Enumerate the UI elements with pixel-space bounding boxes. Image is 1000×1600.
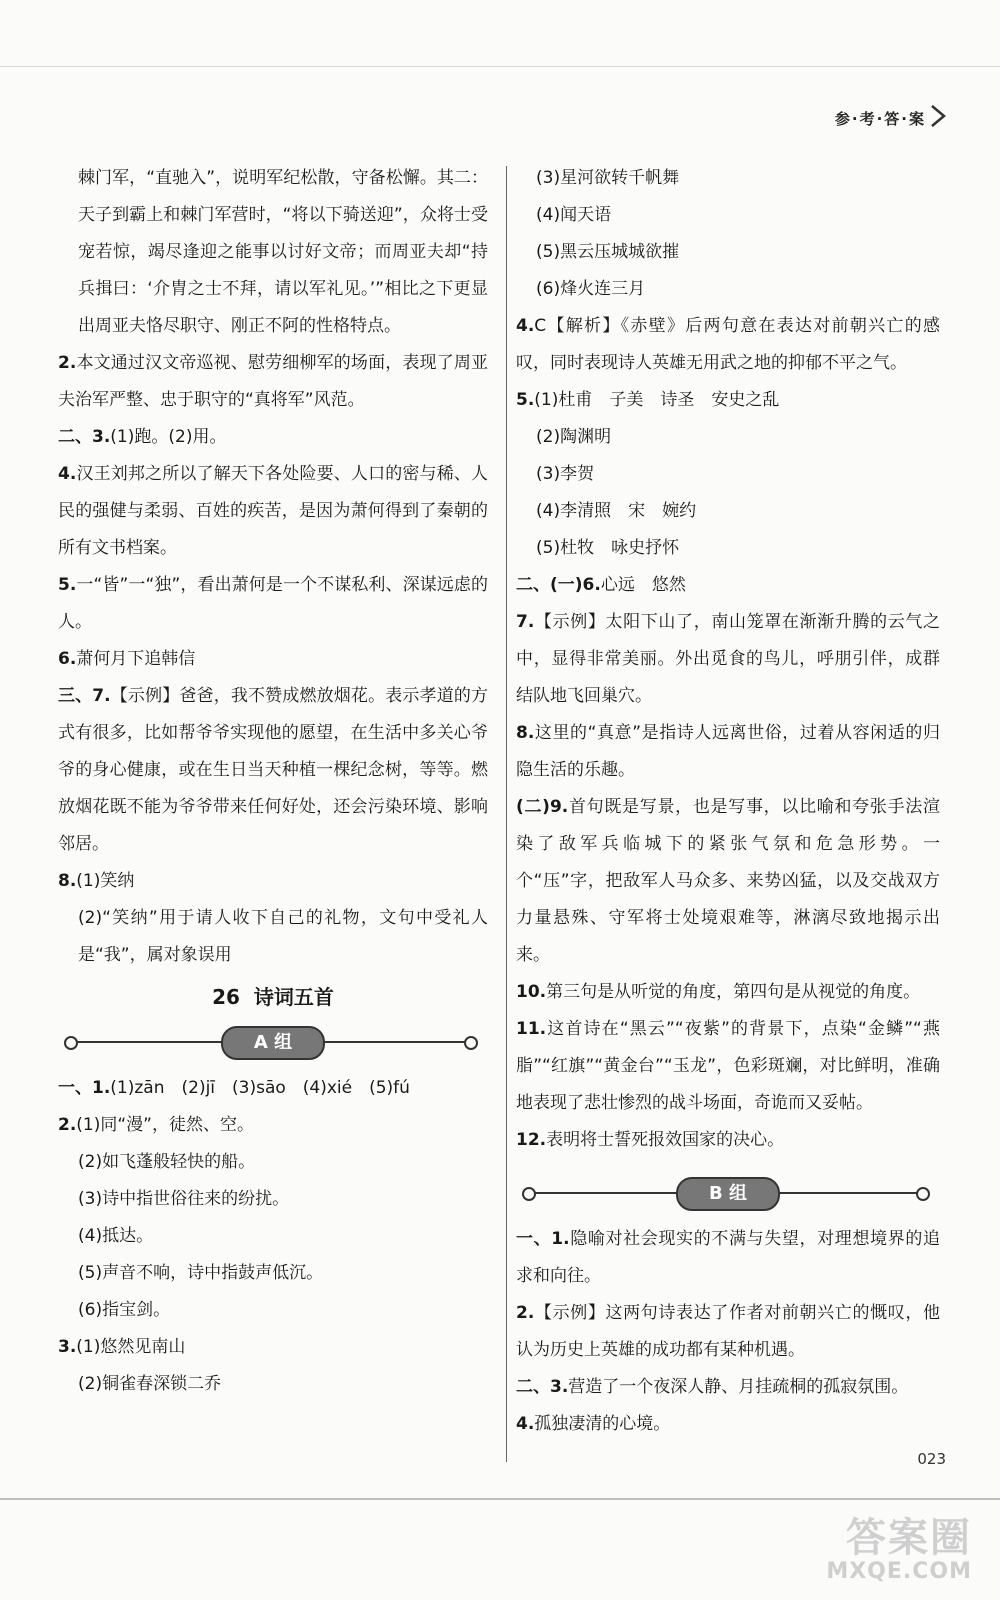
answer-item (516, 604, 940, 715)
answer-text: 汉王刘邦之所以了解天下各处险要、人口的密与稀、人民的强健与柔弱、百姓的疾苦，是因为萧何得到了秦朝的所有文书档案。 (58, 464, 488, 558)
answer-number: 4. (516, 1414, 535, 1434)
answer-number: 5. (58, 575, 77, 595)
answer-item (58, 863, 488, 900)
answer-text: 孤独凄清的心境。 (534, 1414, 671, 1434)
answer-item (516, 1406, 940, 1443)
answer-text: 一“皆”一“独”，看出萧何是一个不谋私利、深谋远虑的人。 (58, 575, 488, 632)
answer-text: 这首诗在“黑云”“夜紫”的背景下，点染“金鳞”“燕脂”“红旗”“黄金台”“玉龙”，色彩斑斓，对比鲜明，准确地表现了悲壮惨烈的战斗场面，奇诡而又妥帖。 (516, 1019, 940, 1113)
answer-number: 4. (58, 464, 77, 484)
answer-continuation: 棘门军，“直驰入”，说明军纪松散，守备松懈。其二：天子到霸上和棘门军营时，“将以下骑送迎”，众将士受宠若惊，竭尽逢迎之能事以讨好文帝；而周亚夫却“持兵揖曰：‘介胄之士不拜，请以军礼见。’”相比之下更显出周亚夫恪尽职守、刚正不阿的性格特点。 (78, 168, 488, 336)
answer-number: 二、3. (516, 1377, 569, 1397)
answer-item (516, 1221, 940, 1295)
group-a-bar (58, 1022, 488, 1062)
watermark-url: MXQE.COM (826, 1559, 972, 1584)
answer-text: 这里的“真意”是指诗人远离世俗，过着从容闲适的归隐生活的乐趣。 (516, 723, 940, 780)
answer-item (516, 789, 940, 974)
answer-subitem: (4)闻天语 (536, 205, 612, 225)
answer-item (58, 456, 488, 567)
answer-text: (1)跑。(2)用。 (110, 427, 227, 447)
answer-text: 第三句是从听觉的角度，第四句是从视觉的角度。 (546, 982, 921, 1002)
answer-text: 首句既是写景，也是写事，以比喻和夸张手法渲染了敌军兵临城下的紧张气氛和危急形势。一个“压”字，把敌军人马众多、来势凶猛，以及交战双方力量悬殊、守军将士处境艰难等，淋漓尽致地揭示出来。 (516, 797, 940, 965)
rule-end-dot (64, 1036, 78, 1050)
answer-item (58, 1329, 488, 1366)
answer-number: 11. (516, 1019, 547, 1039)
answer-number: (二)9. (516, 797, 569, 817)
bottom-rule (0, 1498, 1000, 1500)
rule-end-dot (464, 1036, 478, 1050)
answer-item (516, 1295, 940, 1369)
answer-item (516, 1011, 940, 1122)
answer-text: (1)zān (2)jī (3)sāo (4)xié (5)fú (110, 1078, 410, 1098)
top-rule (0, 66, 1000, 67)
answer-subitem: (2)“笑纳”用于请人收下自己的礼物，文句中受礼人是“我”，属对象误用 (78, 908, 488, 965)
answer-item (58, 345, 488, 419)
answer-number: 二、(一)6. (516, 575, 601, 595)
answer-text: 隐喻对社会现实的不满与失望，对理想境界的追求和向往。 (516, 1229, 941, 1286)
answer-subitem: (6)烽火连三月 (536, 279, 646, 299)
answer-subitem: (4)李清照 宋 婉约 (536, 501, 697, 521)
answer-subitem: (5)杜牧 咏史抒怀 (536, 538, 680, 558)
answer-item (58, 678, 488, 863)
answer-subitem: (6)指宝剑。 (78, 1300, 171, 1320)
answer-number: 三、7. (58, 686, 111, 706)
answer-text: (1)同“漫”，徒然、空。 (76, 1115, 254, 1135)
rule-end-dot (522, 1187, 536, 1201)
answer-text: (1)笑纳 (76, 871, 135, 891)
answer-item (516, 974, 940, 1011)
rule-end-dot (916, 1187, 930, 1201)
answer-text: (1)悠然见南山 (76, 1337, 186, 1357)
chevron-right-icon (928, 104, 948, 128)
answer-item (516, 382, 940, 419)
answer-item (516, 567, 940, 604)
answer-number: 4. (516, 316, 535, 336)
answer-number: 二、3. (58, 427, 111, 447)
answer-number: 8. (58, 871, 77, 891)
answer-item (58, 567, 488, 641)
header-tag: 参·考·答·案 (834, 110, 926, 128)
answer-subitem: (5)黑云压城城欲摧 (536, 242, 680, 262)
answer-text: 【示例】爸爸，我不赞成燃放烟花。表示孝道的方式有很多，比如帮爷爷实现他的愿望，在生活中多关心爷爷的身心健康，或在生日当天种植一棵纪念树，等等。燃放烟花既不能为爷爷带来任何好处，还会污染环境、影响邻居。 (58, 686, 489, 854)
answer-subitem: (3)诗中指世俗往来的纷扰。 (78, 1189, 290, 1209)
column-divider (506, 166, 507, 1462)
answer-number: 一、1. (58, 1078, 111, 1098)
group-b-bar (516, 1173, 940, 1213)
answer-number: 7. (516, 612, 535, 632)
answer-subitem: (4)抵达。 (78, 1226, 154, 1246)
answer-number: 5. (516, 390, 535, 410)
answer-item (58, 1107, 488, 1144)
left-column (58, 160, 488, 1403)
answer-number: 一、1. (516, 1229, 570, 1249)
answer-text: C【解析】《赤壁》后两句意在表达对前朝兴亡的感叹，同时表现诗人英雄无用武之地的抑郁不平之气。 (516, 316, 940, 373)
answer-text: 心远 悠然 (600, 575, 686, 595)
answer-text: 表明将士誓死报效国家的决心。 (546, 1130, 785, 1150)
answer-subitem: (2)如飞蓬般轻快的船。 (78, 1152, 256, 1172)
answer-item (58, 1070, 488, 1107)
group-a-label: A 组 (221, 1026, 325, 1060)
answer-number: 2. (58, 353, 77, 373)
answer-subitem: (2)陶渊明 (536, 427, 612, 447)
answer-number: 3. (58, 1337, 77, 1357)
answer-subitem: (3)星河欲转千帆舞 (536, 168, 680, 188)
section-name: 诗词五首 (253, 985, 334, 1009)
answer-number: 2. (516, 1303, 535, 1323)
answer-item (58, 641, 488, 678)
answer-item (58, 419, 488, 456)
watermark-text: 答案圈 (846, 1515, 972, 1561)
answer-text: (1)杜甫 子美 诗圣 安史之乱 (534, 390, 780, 410)
answer-number: 6. (58, 649, 77, 669)
section-number: 26 (212, 985, 240, 1009)
answer-text: 本文通过汉文帝巡视、慰劳细柳军的场面，表现了周亚夫治军严整、忠于职守的“真将军”风范。 (58, 353, 488, 410)
answer-item (516, 1369, 940, 1406)
answer-text: 萧何月下追韩信 (76, 649, 196, 669)
answer-subitem: (5)声音不响，诗中指鼓声低沉。 (78, 1263, 324, 1283)
answer-text: 【示例】这两句诗表达了作者对前朝兴亡的慨叹，他认为历史上英雄的成功都有某种机遇。 (516, 1303, 940, 1360)
answer-subitem: (3)李贺 (536, 464, 595, 484)
answer-item (516, 308, 940, 382)
answer-number: 12. (516, 1130, 547, 1150)
page-number: 023 (917, 1450, 946, 1468)
answer-number: 2. (58, 1115, 77, 1135)
right-column (516, 160, 940, 1443)
section-title (58, 980, 488, 1014)
answer-item (516, 715, 940, 789)
group-b-label: B 组 (676, 1177, 780, 1211)
answer-item (516, 1122, 940, 1159)
answer-number: 10. (516, 982, 547, 1002)
site-watermark (826, 1506, 972, 1584)
answer-text: 【示例】太阳下山了，南山笼罩在渐渐升腾的云气之中，显得非常美丽。外出觅食的鸟儿，呼朋引伴，成群结队地飞回巢穴。 (516, 612, 940, 706)
answer-number: 8. (516, 723, 535, 743)
answer-text: 营造了一个夜深人静、月挂疏桐的孤寂氛围。 (568, 1377, 909, 1397)
answer-subitem: (2)铜雀春深锁二乔 (78, 1374, 222, 1394)
